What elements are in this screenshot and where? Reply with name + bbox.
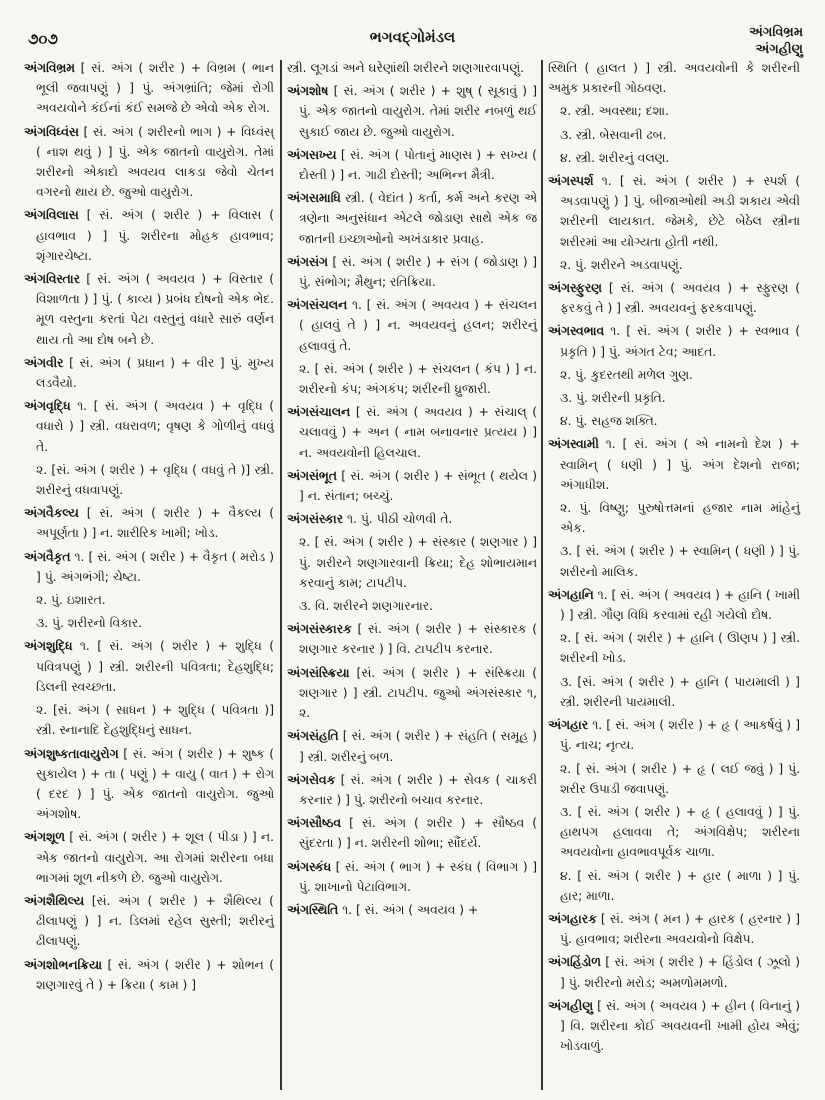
definition-text: [ સં. અંગ ( પ્રધાન ) + વીર ] પું. મુખ્ય લડવૈયો. bbox=[36, 355, 274, 391]
dictionary-entry bbox=[287, 619, 537, 659]
definition-text: [ સં. અંગ ( અવયવ ) + સંચાલ્ ( ચલાવવું ) + અન ( નામ બનાવનાર પ્રત્યય ) ] ન. અવયવોની હિલચાલ. bbox=[299, 405, 537, 460]
headword: અંગવિસ્તાર bbox=[24, 272, 81, 287]
dictionary-entry bbox=[24, 891, 274, 952]
definition-text: [ સં. અંગ ( શરીરનો ભાગ ) + વિધ્વંસ્ ( નાશ થવું ) ] પું. એક જાતનો વાયુરોગ. તેમાં શરીરનો એકાદો અવયવ લાકડા જેવો ચેતન વગરનો થાય છે. જુઓ વાયુરોગ. bbox=[36, 124, 274, 200]
headword: અંગહાનિ bbox=[548, 587, 594, 602]
dictionary-entry bbox=[24, 269, 274, 350]
dictionary-entry bbox=[287, 857, 537, 897]
definition-text: [ સં. અંગ ( શરીર ) + સંસ્કારક ( શણગાર કરનાર ) ] વિ. ટાપટીપ કરનાર. bbox=[299, 622, 537, 657]
entry-sense bbox=[287, 532, 537, 593]
entry-sense bbox=[24, 613, 274, 633]
headword: અંગશોષ bbox=[287, 84, 329, 99]
headword: અંગસ્થિતિ bbox=[287, 902, 339, 917]
entry-sense bbox=[548, 101, 800, 121]
definition-text: [ સં. અંગ ( શરીર ) + સંગ ( જોડાણ ) ] પું. સંભોગ; મૈથુન; રતિક્રિયા. bbox=[299, 254, 537, 290]
definition-text: ૨. [ સં. અંગ ( શરીર ) + હાનિ ( ઊણપ ) ] સ્ત્રી. શરીરની ખોડ. bbox=[560, 631, 800, 666]
definition-text: [ સં. અંગ ( અવયવ ) + હીન ( વિનાનું ) ] વિ. શરીરના કોઈ અવયવની ખામી હોય એવું; ખોડવાળું. bbox=[560, 998, 800, 1054]
dictionary-entry bbox=[287, 726, 537, 766]
headword: અંગશૂળ bbox=[24, 830, 66, 845]
headword: અંગસંસ્કારક bbox=[287, 622, 352, 637]
headword: અંગસમાધિ bbox=[287, 191, 341, 206]
definition-text: [સં. અંગ ( શરીર ) + શૈથિલ્ય ( ઢીલાપણું ) ] ન. ડિલમાં રહેલ સુસ્તી; શરીરનું ઢીલાપણું. bbox=[36, 893, 274, 949]
entry-sense bbox=[287, 596, 537, 616]
headword: અંગસંચાલન bbox=[287, 405, 351, 420]
dictionary-entry bbox=[24, 58, 274, 119]
book-title: ભગવદ્ગોમંડલ bbox=[369, 28, 456, 46]
headword: અંગસ્વામી bbox=[548, 437, 599, 452]
dictionary-entry bbox=[287, 466, 537, 506]
headword: અંગસંગ bbox=[287, 254, 328, 269]
definition-text: ૧. પું. પીઠી ચોળવી તે. bbox=[343, 512, 453, 527]
headword: અંગહાર bbox=[548, 718, 589, 733]
dictionary-entry bbox=[287, 402, 537, 463]
headword: અંગસંભૂત bbox=[287, 468, 337, 483]
dictionary-entry bbox=[24, 955, 274, 995]
page-header bbox=[0, 20, 825, 60]
dictionary-entry bbox=[287, 295, 537, 356]
entry-sense bbox=[24, 460, 274, 500]
definition-text: [ સં. અંગ ( અવયવ ) + સ્ફુરણ ( ફરકવું તે ) ] સ્ત્રી. અવયવનું ફરકવાપણું. bbox=[560, 281, 800, 316]
column-2 bbox=[287, 58, 537, 923]
definition-text: [ સં. અંગ ( શરીર ) + શુષ્ક ( સુકાયેલ ) + તા ( પણું ) + વાયુ ( વાત ) + રોગ ( દરદ ) ] પું. એક જાતનો વાયુરોગ. જુઓ અંગશોષ. bbox=[36, 746, 274, 822]
definition-text: ૧. [ સં. અંગ ( શરીર ) + સ્વભાવ ( પ્રકૃતિ ) ] પું. અંગત ટેવ; આદત. bbox=[560, 324, 800, 359]
entry-sense bbox=[548, 58, 800, 98]
headword: અંગવૈકલ્ય bbox=[24, 506, 79, 521]
definition-text: ૩. [સં. અંગ ( શરીર ) + હાનિ ( પાયમાલી ) ] સ્ત્રી. શરીરની પાયમાલી. bbox=[560, 674, 800, 709]
dictionary-entry bbox=[548, 434, 800, 495]
definition-text: [ સં. અંગ ( ભાગ ) + સ્કંધ ( વિભાગ ) ] પું. શાખાનો પેટાવિભાગ. bbox=[299, 859, 537, 894]
entry-sense bbox=[548, 866, 800, 906]
dictionary-entry bbox=[24, 503, 274, 543]
dictionary-entry bbox=[287, 813, 537, 853]
dictionary-entry bbox=[287, 252, 537, 292]
definition-text: [ સં. અંગ ( શરીર ) + સંહતિ ( સમૂહ ) ] સ્ત્રી. શરીરનું બળ. bbox=[299, 729, 537, 764]
definition-text: ૧. [ સં. અંગ ( એ નામનો દેશ ) + સ્વામિન્ ( ધણી ) ] પું. અંગ દેશનો રાજા; અંગાધીશ. bbox=[560, 437, 800, 492]
headword: અંગસંસ્ક્રિયા bbox=[287, 665, 350, 680]
column-divider bbox=[541, 60, 543, 1090]
dictionary-entry bbox=[548, 996, 800, 1057]
definition-text: ૨. [સં. અંગ ( શરીર ) + વૃદ્ધિ ( વધવું તે )] સ્ત્રી. શરીરનું વધવાપણું. bbox=[36, 462, 274, 498]
definition-text: [ સં. અંગ ( અવયવ ) + વિસ્તાર ( વિશાળતા ) ] પું. ( કાવ્ય ) પ્રબંધ દોષનો એક ભેદ. મૂળ વસ્તુના કરતાં પેટા વસ્તુનું વધારે સારું વર્ણન થાય તો આ દોષ બને છે. bbox=[36, 272, 274, 347]
definition-text: ૨. પું. વિષ્ણુ; પુરુષોત્તમનાં હજાર નામ માંહેનું એક. bbox=[560, 501, 800, 536]
dictionary-entry bbox=[548, 278, 800, 318]
definition-text: ૨. સ્ત્રી. અવસ્થા; દશા. bbox=[560, 104, 669, 119]
entry-sense bbox=[548, 365, 800, 385]
column-1 bbox=[24, 58, 274, 998]
headword: અંગસ્ફુરણ bbox=[548, 281, 602, 296]
dictionary-entry bbox=[548, 909, 800, 949]
entry-sense bbox=[287, 58, 537, 78]
definition-text: ૧. [ સં. અંગ ( અવયવ ) + હાનિ ( ખામી ) ] સ્ત્રી. ગૌણ વિધિ કરવામાં રહી ગયેલો દોષ. bbox=[560, 587, 800, 623]
dictionary-entry bbox=[287, 663, 537, 724]
headword: અંગહારક bbox=[548, 911, 597, 926]
page-number: ૭૦૭ bbox=[28, 30, 58, 48]
definition-text: ૧. [ સં. અંગ ( અવયવ ) + સંચલન ( હાલવું તે ) ] ન. અવયવનું હલન; શરીરનું હલાવવું તે. bbox=[299, 298, 537, 353]
definition-text: ૩. પું. શરીરનો વિકાર. bbox=[36, 616, 143, 631]
entry-sense bbox=[548, 388, 800, 408]
headword: અંગસંચલન bbox=[287, 298, 348, 313]
dictionary-entry bbox=[24, 547, 274, 587]
definition-text: ૩. વિ. શરીરને શણગારનાર. bbox=[299, 599, 434, 614]
guide-word-last: અંગહીણુ bbox=[755, 42, 803, 57]
definition-text: [ સં. અંગ ( શરીર ) + વિભ્રમ ( ભાન ભૂલી જવાપણું ) ] પું. અંગભ્રાંતિ; જેમાં રોગી અવયવોને કંઈનાં કંઈ સમજે છે એવો એક રોગ. bbox=[36, 61, 274, 116]
dictionary-entry bbox=[548, 321, 800, 361]
guide-words bbox=[749, 24, 803, 58]
definition-text: [ સં. અંગ ( શરીર ) + હિંડોલ ( ઝૂલો ) ] પું. શરીરનો મરોડ; અમળોમમળો. bbox=[560, 955, 800, 990]
entry-sense bbox=[548, 148, 800, 168]
definition-text: ૧. [ સં. અંગ ( શરીર ) + હૃ ( આકર્ષવું ) ] પું. નાચ; નૃત્ય. bbox=[560, 718, 800, 753]
definition-text: [ સં. અંગ ( શરીર ) + સંભૂત ( થયેલ ) ] ન. સંતાન; બચ્ચું. bbox=[299, 468, 537, 504]
headword: અંગવીર bbox=[24, 355, 64, 370]
dictionary-entry bbox=[287, 81, 537, 142]
entry-sense bbox=[287, 359, 537, 399]
entry-sense bbox=[548, 541, 800, 581]
definition-text: ૪. સ્ત્રી. શરીરનું વલણ. bbox=[560, 150, 670, 165]
definition-text: ૧. [ સં. અંગ ( શરીર ) + વૈકૃત ( મરોડ ) ] પું. અંગભંગી; ચેષ્ટા. bbox=[36, 549, 274, 584]
headword: અંગશૈથિલ્ય bbox=[24, 893, 85, 908]
definition-text: સ્ત્રી. ( વેદાંત ) કર્તા, કર્મ અને કરણ એ ત્રણેના અનુસંધાન એટલે જોડાણ સાથે એક જ જાતની ઇચ્છાઓનો અખંડાકાર પ્રવાહ. bbox=[299, 191, 537, 246]
dictionary-entry bbox=[24, 353, 274, 393]
dictionary-entry bbox=[287, 900, 537, 920]
definition-text: ૧. [ સં. અંગ ( અવયવ ) + વૃદ્ધિ ( વધારો ) ] સ્ત્રી. વધરાવળ; વૃષણ કે ગોળીનું વધવું તે. bbox=[36, 399, 274, 454]
entry-sense bbox=[548, 498, 800, 538]
entry-sense bbox=[548, 255, 800, 275]
definition-text: ૧. [ સં. અંગ ( શરીર ) + શુદ્ધિ ( પવિત્રપણું ) ] સ્ત્રી. શરીરની પવિત્રતા; દેહશુદ્ધિ; ડિલની સ્વચ્છતા. bbox=[36, 639, 274, 694]
definition-text: [ સં. અંગ ( શરીર ) + સેવક ( ચાકરી કરનાર ) ] પું. શરીરનો બચાવ કરનાર. bbox=[299, 772, 537, 807]
entry-sense bbox=[24, 700, 274, 740]
definition-text: ૩. પું. શરીરની પ્રકૃતિ. bbox=[560, 391, 666, 406]
dictionary-entry bbox=[287, 509, 537, 529]
headword: અંગસંહતિ bbox=[287, 729, 339, 744]
definition-text: ૩. [ સં. અંગ ( શરીર ) + સ્વામિન્ ( ધણી ) ] પું. શરીરનો માલિક. bbox=[560, 544, 800, 579]
dictionary-entry bbox=[287, 145, 537, 185]
definition-text: [ સં. અંગ ( મન ) + હારક ( હરનાર ) ] પું. હાવભાવ; શરીરના અવયવોનો વિક્ષેપ. bbox=[560, 911, 800, 947]
dictionary-entry bbox=[548, 715, 800, 755]
dictionary-entry bbox=[24, 827, 274, 888]
dictionary-entry bbox=[287, 770, 537, 810]
definition-text: ૨. પું. ઇશારત. bbox=[36, 593, 106, 608]
definition-text: સ્ત્રી. લૂગડાં અને ઘરેણાંથી શરીરને શણગારવાપણું. bbox=[287, 61, 525, 75]
entry-sense bbox=[548, 411, 800, 431]
definition-text: ૨. પું. કુદરતથી મળેલ ગુણ. bbox=[560, 367, 693, 382]
headword: અંગવૃદ્ધિ bbox=[24, 399, 71, 414]
headword: અંગહીણુ bbox=[548, 998, 593, 1013]
definition-text: ૧. [ સં. અંગ ( શરીર ) + સ્પર્શ ( અડવાપણું ) ] પું. બીજાઓથી અડી શકાય એવી શરીરની લાયકાત. જેમકે, છેટે બેઠેલ સ્ત્રીના શરીરમાં આ યોગ્યતા હોતી નથી. bbox=[560, 174, 800, 249]
headword: અંગહિંડોળ bbox=[548, 955, 601, 970]
definition-text: ૩. [ સં. અંગ ( શરીર ) + હૃ ( હલાવવું ) ] પું. હાથપગ હલાવવા તે; અંગવિક્ષેપ; શરીરના અવયવોના હાવભાવપૂર્વક ચાળા. bbox=[560, 804, 800, 860]
definition-text: ૨. [ સં. અંગ ( શરીર ) + હૃ ( લઈ જવું ) ] પું. શરીર ઉપાડી જવાપણું. bbox=[560, 761, 800, 796]
definition-text: ૪. [ સં. અંગ ( શરીર ) + હાર ( માળા ) ] પું. હાર; માળા. bbox=[560, 868, 800, 903]
dictionary-entry bbox=[548, 171, 800, 252]
headword: અંગસ્પર્શ bbox=[548, 174, 594, 189]
dictionary-entry bbox=[24, 636, 274, 697]
definition-text: ૩. સ્ત્રી. બેસવાની ઢબ. bbox=[560, 127, 667, 142]
headword: અંગસખ્ય bbox=[287, 147, 337, 162]
dictionary-entry bbox=[548, 585, 800, 625]
definition-text: [ સં. અંગ ( શરીર ) + વૈકલ્ય ( અપૂર્ણતા ) ] ન. શારીરિક ખામી; ખોડ. bbox=[36, 506, 274, 541]
headword: અંગવિલાસ bbox=[24, 208, 79, 223]
headword: અંગસંસ્કાર bbox=[287, 512, 344, 527]
definition-text: ૨. પું. શરીરને અડવાપણું. bbox=[560, 257, 683, 272]
headword: અંગશુષ્કતાવાયુરોગ bbox=[24, 746, 119, 761]
definition-text: [ સં. અંગ ( શરીર ) + સૌષ્ઠવ ( સુંદરતા ) ] ન. શરીરની શોભા; સૌંદર્ય. bbox=[299, 816, 537, 851]
definition-text: ૧. [ સં. અંગ ( અવયવ ) + bbox=[338, 902, 479, 917]
entry-sense bbox=[548, 672, 800, 712]
entry-sense bbox=[24, 590, 274, 610]
column-divider bbox=[280, 60, 282, 1090]
dictionary-entry bbox=[24, 744, 274, 825]
dictionary-entry bbox=[287, 188, 537, 249]
dictionary-entry bbox=[24, 396, 274, 457]
definition-text: ૨. [ સં. અંગ ( શરીર ) + સંસ્કાર ( શણગાર ) ] પું. શરીરને શણગારવાની ક્રિયા; દેહ શોભાયમાન કરવાનું કામ; ટાપટીપ. bbox=[299, 535, 537, 590]
definition-text: [ સં. અંગ ( શરીર ) + શુષ્ ( સૂકાવું ) ] પું. એક જાતનો વાયુરોગ. તેમાં શરીર નબળું થઈ સુકાઈ જાય છે. જુઓ વાયુરોગ. bbox=[299, 84, 537, 139]
headword: અંગશોભનક્રિયા bbox=[24, 957, 103, 972]
entry-sense bbox=[548, 759, 800, 799]
dictionary-entry bbox=[548, 952, 800, 992]
definition-text: સ્થિતિ ( હાલત ) ] સ્ત્રી. અવયવોની કે શરીરની અમુક પ્રકારની ગોઠવણ. bbox=[548, 61, 800, 96]
dictionary-entry bbox=[24, 205, 274, 266]
column-3 bbox=[548, 58, 800, 1059]
definition-text: ૨. [ સં. અંગ ( શરીર ) + સંચલન ( કંપ ) ] ન. શરીરનો કંપ; અંગકંપ; શરીરની ધ્રુજારી. bbox=[299, 361, 537, 397]
definition-text: [સં. અંગ ( શરીર ) + સંસ્ક્રિયા ( શણગાર ) ] સ્ત્રી. ટાપટીપ. જુઓ અંગસંસ્કાર ૧, ૨. bbox=[299, 665, 537, 721]
definition-text: ૨. [સં. અંગ ( સાધન ) + શુદ્ધિ ( પવિત્રતા )] સ્ત્રી. સ્નાનાદિ દેહશુદ્ધિનું સાધન. bbox=[36, 703, 274, 738]
headword: અંગવૈકૃત bbox=[24, 549, 71, 564]
definition-text: [ સં. અંગ ( શરીર ) + વિલાસ ( હાવભાવ ) ] પું. શરીરના મોહક હાવભાવ; શૃંગારચેષ્ટા. bbox=[36, 208, 274, 263]
entry-sense bbox=[548, 802, 800, 863]
dictionary-entry bbox=[24, 122, 274, 203]
entry-sense bbox=[548, 628, 800, 668]
definition-text: [ સં. અંગ ( પોતાનું માણસ ) + સખ્ય ( દોસ્તી ) ] ન. ગાઢી દોસ્તી; અભિન્ન મૈત્રી. bbox=[299, 147, 537, 183]
definition-text: [ સં. અંગ ( શરીર ) + શોભન ( શણગારવું તે ) + ક્રિયા ( કામ ) ] bbox=[36, 957, 274, 992]
headword: અંગસ્કંધ bbox=[287, 859, 332, 874]
entry-sense bbox=[548, 125, 800, 145]
definition-text: [ સં. અંગ ( શરીર ) + શૂલ ( પીડા ) ] ન. એક જાતનો વાયુરોગ. આ રોગમાં શરીરના બધા ભાગમાં શૂળ નીકળે છે. જુઓ વાયુરોગ. bbox=[36, 830, 274, 885]
headword: અંગવિધ્વંસ bbox=[24, 124, 79, 139]
definition-text: ૪. પું. સહજ શક્તિ. bbox=[560, 414, 658, 429]
guide-word-first: અંગવિભ્રમ bbox=[749, 25, 803, 40]
headword: અંગવિભ્રમ bbox=[24, 61, 75, 75]
headword: અંગસ્વભાવ bbox=[548, 324, 605, 339]
headword: અંગસૌષ્ઠવ bbox=[287, 816, 342, 831]
headword: અંગશુદ્ધિ bbox=[24, 639, 73, 654]
headword: અંગસેવક bbox=[287, 772, 336, 787]
